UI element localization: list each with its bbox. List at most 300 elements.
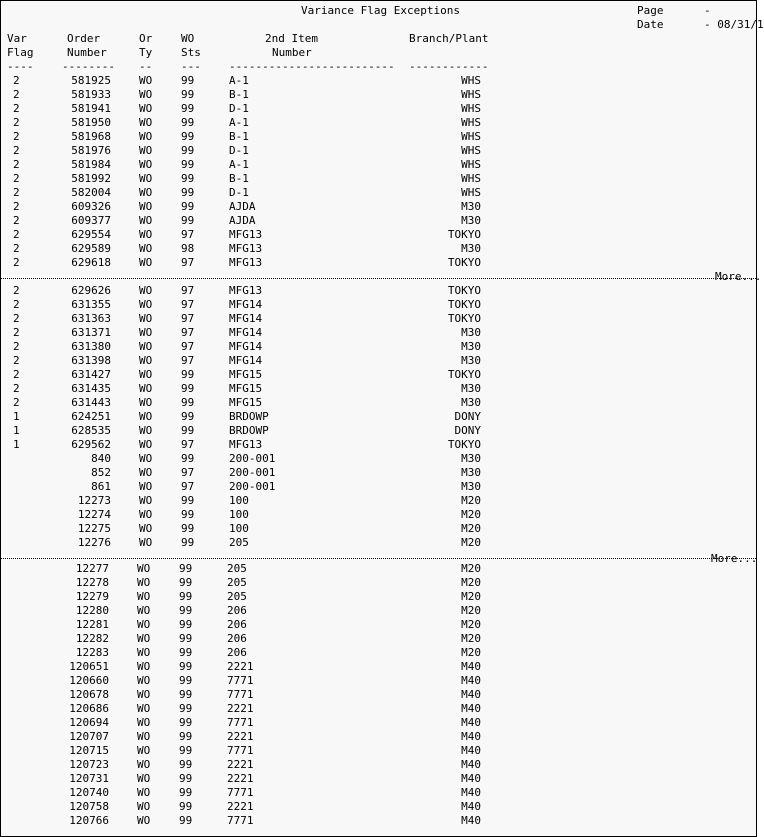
wo-status-cell: 98	[181, 242, 195, 255]
order-type-cell: WO	[139, 298, 153, 311]
order-type-cell: WO	[137, 576, 151, 589]
branch-plant-cell: TOKYO	[447, 284, 481, 297]
order-type-cell: WO	[137, 590, 151, 603]
wo-status-cell: 99	[181, 172, 195, 185]
branch-plant-cell: M30	[461, 200, 481, 213]
order-number-cell: 12276	[77, 536, 111, 549]
branch-plant-cell: M30	[461, 466, 481, 479]
order-type-cell: WO	[139, 396, 153, 409]
wo-status-cell: 99	[181, 102, 195, 115]
wo-status-cell: 97	[181, 480, 195, 493]
order-number-cell: 581992	[71, 172, 111, 185]
order-type-cell: WO	[139, 466, 153, 479]
order-number-cell: 120723	[69, 758, 109, 771]
col-type-1: Or	[139, 32, 153, 45]
wo-status-cell: 99	[179, 744, 193, 757]
branch-plant-cell: M30	[461, 242, 481, 255]
order-number-cell: 581984	[71, 158, 111, 171]
item-number-cell: A-1	[229, 116, 249, 129]
branch-plant-cell: M30	[461, 452, 481, 465]
wo-status-cell: 97	[181, 284, 195, 297]
item-number-cell: MFG13	[229, 228, 263, 241]
order-type-cell: WO	[139, 312, 153, 325]
wo-status-cell: 99	[181, 536, 195, 549]
more-link-2[interactable]: More...	[711, 552, 758, 565]
var-flag-cell: 2	[13, 368, 20, 381]
var-flag-cell: 2	[13, 312, 20, 325]
wo-status-cell: 99	[181, 158, 195, 171]
var-flag-cell: 2	[13, 200, 20, 213]
order-number-cell: 631380	[71, 340, 111, 353]
branch-plant-cell: M20	[461, 618, 481, 631]
wo-status-cell: 99	[181, 522, 195, 535]
wo-status-cell: 99	[179, 786, 193, 799]
col-wo-1: WO	[181, 32, 195, 45]
item-number-cell: D-1	[229, 102, 249, 115]
order-number-cell: 624251	[71, 410, 111, 423]
order-number-cell: 609377	[71, 214, 111, 227]
var-flag-cell: 2	[13, 284, 20, 297]
var-flag-cell: 2	[13, 340, 20, 353]
item-number-cell: 7771	[227, 786, 254, 799]
branch-plant-cell: M20	[461, 646, 481, 659]
var-flag-cell: 2	[13, 298, 20, 311]
branch-plant-cell: M40	[461, 772, 481, 785]
item-number-cell: AJDA	[229, 200, 256, 213]
order-number-cell: 631443	[71, 396, 111, 409]
wo-status-cell: 99	[181, 74, 195, 87]
order-type-cell: WO	[139, 284, 153, 297]
branch-plant-cell: M30	[461, 326, 481, 339]
order-type-cell: WO	[139, 144, 153, 157]
col-item-rule: -------------------------	[229, 60, 395, 73]
var-flag-cell: 2	[13, 102, 20, 115]
wo-status-cell: 99	[181, 214, 195, 227]
wo-status-cell: 97	[181, 340, 195, 353]
col-item-1: 2nd Item	[265, 32, 318, 45]
item-number-cell: 7771	[227, 744, 254, 757]
order-type-cell: WO	[139, 340, 153, 353]
order-type-cell: WO	[139, 116, 153, 129]
order-number-cell: 120651	[69, 660, 109, 673]
item-number-cell: 206	[227, 618, 247, 631]
order-number-cell: 581933	[71, 88, 111, 101]
branch-plant-cell: M30	[461, 382, 481, 395]
order-number-cell: 609326	[71, 200, 111, 213]
branch-plant-cell: WHS	[461, 130, 481, 143]
branch-plant-cell: TOKYO	[447, 368, 481, 381]
order-number-cell: 628535	[71, 424, 111, 437]
item-number-cell: 205	[227, 562, 247, 575]
order-number-cell: 120731	[69, 772, 109, 785]
col-order-1: Order	[67, 32, 101, 45]
item-number-cell: 2221	[227, 772, 254, 785]
order-type-cell: WO	[139, 88, 153, 101]
branch-plant-cell: M30	[461, 214, 481, 227]
item-number-cell: AJDA	[229, 214, 256, 227]
branch-plant-cell: M40	[461, 744, 481, 757]
branch-plant-cell: M40	[461, 674, 481, 687]
wo-status-cell: 99	[179, 604, 193, 617]
order-type-cell: WO	[137, 730, 151, 743]
wo-status-cell: 99	[181, 186, 195, 199]
wo-status-cell: 99	[179, 800, 193, 813]
item-number-cell: 200-001	[229, 452, 276, 465]
wo-status-cell: 99	[179, 660, 193, 673]
col-wo-2: Sts	[181, 46, 201, 59]
item-number-cell: 100	[229, 494, 249, 507]
branch-plant-cell: WHS	[461, 158, 481, 171]
branch-plant-cell: M40	[461, 786, 481, 799]
branch-plant-cell: TOKYO	[447, 438, 481, 451]
wo-status-cell: 99	[179, 674, 193, 687]
order-number-cell: 12279	[75, 590, 109, 603]
var-flag-cell: 1	[13, 424, 20, 437]
branch-plant-cell: DONY	[454, 410, 481, 423]
var-flag-cell: 2	[13, 88, 20, 101]
item-number-cell: 7771	[227, 674, 254, 687]
branch-plant-cell: M40	[461, 660, 481, 673]
item-number-cell: MFG13	[229, 438, 263, 451]
item-number-cell: 100	[229, 522, 249, 535]
item-number-cell: 200-001	[229, 466, 276, 479]
col-order-2: Number	[67, 46, 107, 59]
order-type-cell: WO	[137, 786, 151, 799]
order-number-cell: 12278	[75, 576, 109, 589]
wo-status-cell: 99	[179, 814, 193, 827]
order-number-cell: 631427	[71, 368, 111, 381]
branch-plant-cell: M40	[461, 716, 481, 729]
wo-status-cell: 99	[181, 452, 195, 465]
var-flag-cell: 2	[13, 242, 20, 255]
wo-status-cell: 97	[181, 438, 195, 451]
item-number-cell: 205	[227, 590, 247, 603]
item-number-cell: MFG14	[229, 298, 263, 311]
order-number-cell: 631398	[71, 354, 111, 367]
wo-status-cell: 97	[181, 354, 195, 367]
item-number-cell: 200-001	[229, 480, 276, 493]
order-number-cell: 852	[91, 466, 111, 479]
order-number-cell: 629618	[71, 256, 111, 269]
order-number-cell: 12277	[75, 562, 109, 575]
order-type-cell: WO	[139, 228, 153, 241]
order-type-cell: WO	[139, 536, 153, 549]
branch-plant-cell: M30	[461, 340, 481, 353]
order-number-cell: 581968	[71, 130, 111, 143]
order-type-cell: WO	[139, 214, 153, 227]
order-type-cell: WO	[139, 186, 153, 199]
var-flag-cell: 1	[13, 410, 20, 423]
order-number-cell: 12273	[77, 494, 111, 507]
order-number-cell: 12275	[77, 522, 111, 535]
order-number-cell: 120678	[69, 688, 109, 701]
page-separator-2	[1, 555, 756, 559]
item-number-cell: 2221	[227, 800, 254, 813]
var-flag-cell: 2	[13, 130, 20, 143]
order-type-cell: WO	[137, 772, 151, 785]
order-type-cell: WO	[137, 814, 151, 827]
branch-plant-cell: M20	[461, 508, 481, 521]
order-type-cell: WO	[137, 674, 151, 687]
branch-plant-cell: M40	[461, 758, 481, 771]
order-type-cell: WO	[137, 604, 151, 617]
order-type-cell: WO	[137, 702, 151, 715]
col-item-2: Number	[272, 46, 312, 59]
wo-status-cell: 97	[181, 256, 195, 269]
wo-status-cell: 99	[181, 396, 195, 409]
order-type-cell: WO	[139, 410, 153, 423]
order-type-cell: WO	[139, 368, 153, 381]
order-number-cell: 12281	[75, 618, 109, 631]
order-number-cell: 629554	[71, 228, 111, 241]
wo-status-cell: 99	[181, 382, 195, 395]
wo-status-cell: 97	[181, 466, 195, 479]
branch-plant-cell: WHS	[461, 116, 481, 129]
order-type-cell: WO	[137, 800, 151, 813]
order-number-cell: 12282	[75, 632, 109, 645]
order-number-cell: 629589	[71, 242, 111, 255]
order-number-cell: 631363	[71, 312, 111, 325]
order-type-cell: WO	[137, 716, 151, 729]
var-flag-cell: 2	[13, 172, 20, 185]
item-number-cell: 2221	[227, 660, 254, 673]
order-number-cell: 629626	[71, 284, 111, 297]
item-number-cell: MFG14	[229, 354, 263, 367]
item-number-cell: BRDOWP	[229, 410, 269, 423]
var-flag-cell: 2	[13, 74, 20, 87]
item-number-cell: MFG15	[229, 382, 263, 395]
item-number-cell: 205	[229, 536, 249, 549]
var-flag-cell: 1	[13, 438, 20, 451]
branch-plant-cell: TOKYO	[447, 298, 481, 311]
order-number-cell: 120758	[69, 800, 109, 813]
branch-plant-cell: M30	[461, 396, 481, 409]
item-number-cell: D-1	[229, 186, 249, 199]
branch-plant-cell: WHS	[461, 144, 481, 157]
order-type-cell: WO	[139, 130, 153, 143]
wo-status-cell: 97	[181, 312, 195, 325]
order-number-cell: 631371	[71, 326, 111, 339]
order-number-cell: 120694	[69, 716, 109, 729]
branch-plant-cell: M40	[461, 814, 481, 827]
order-number-cell: 581950	[71, 116, 111, 129]
var-flag-cell: 2	[13, 382, 20, 395]
branch-plant-cell: M20	[461, 522, 481, 535]
item-number-cell: D-1	[229, 144, 249, 157]
item-number-cell: MFG14	[229, 312, 263, 325]
order-type-cell: WO	[139, 172, 153, 185]
order-number-cell: 120707	[69, 730, 109, 743]
wo-status-cell: 99	[181, 88, 195, 101]
order-number-cell: 12283	[75, 646, 109, 659]
order-type-cell: WO	[137, 758, 151, 771]
col-wo-rule: ---	[181, 60, 201, 73]
var-flag-cell: 2	[13, 256, 20, 269]
col-var-flag-1: Var	[7, 32, 27, 45]
order-type-cell: WO	[137, 660, 151, 673]
order-number-cell: 120715	[69, 744, 109, 757]
order-type-cell: WO	[139, 382, 153, 395]
wo-status-cell: 99	[179, 590, 193, 603]
date-label: Date	[637, 18, 664, 31]
item-number-cell: BRDOWP	[229, 424, 269, 437]
item-number-cell: B-1	[229, 172, 249, 185]
wo-status-cell: 97	[181, 298, 195, 311]
wo-status-cell: 99	[181, 144, 195, 157]
order-type-cell: WO	[139, 242, 153, 255]
order-number-cell: 629562	[71, 438, 111, 451]
col-branch-rule: ------------	[409, 60, 489, 73]
order-type-cell: WO	[139, 158, 153, 171]
branch-plant-cell: M40	[461, 688, 481, 701]
var-flag-cell: 2	[13, 158, 20, 171]
order-type-cell: WO	[137, 688, 151, 701]
order-number-cell: 631435	[71, 382, 111, 395]
wo-status-cell: 97	[181, 228, 195, 241]
order-type-cell: WO	[139, 522, 153, 535]
wo-status-cell: 99	[179, 730, 193, 743]
branch-plant-cell: TOKYO	[447, 256, 481, 269]
order-number-cell: 120740	[69, 786, 109, 799]
var-flag-cell: 2	[13, 214, 20, 227]
wo-status-cell: 99	[181, 200, 195, 213]
order-type-cell: WO	[137, 618, 151, 631]
order-number-cell: 631355	[71, 298, 111, 311]
item-number-cell: MFG15	[229, 368, 263, 381]
item-number-cell: 7771	[227, 688, 254, 701]
page-label: Page	[637, 4, 664, 17]
item-number-cell: 7771	[227, 716, 254, 729]
order-type-cell: WO	[137, 562, 151, 575]
more-link-1[interactable]: More...	[715, 270, 762, 283]
wo-status-cell: 99	[181, 116, 195, 129]
col-order-rule: --------	[62, 60, 115, 73]
order-type-cell: WO	[139, 480, 153, 493]
var-flag-cell: 2	[13, 326, 20, 339]
branch-plant-cell: TOKYO	[447, 312, 481, 325]
item-number-cell: 2221	[227, 702, 254, 715]
item-number-cell: MFG13	[229, 284, 263, 297]
order-type-cell: WO	[137, 744, 151, 757]
order-type-cell: WO	[139, 256, 153, 269]
item-number-cell: 2221	[227, 730, 254, 743]
branch-plant-cell: M40	[461, 730, 481, 743]
order-number-cell: 120660	[69, 674, 109, 687]
order-number-cell: 581941	[71, 102, 111, 115]
report-title: Variance Flag Exceptions	[301, 4, 460, 17]
order-type-cell: WO	[139, 494, 153, 507]
branch-plant-cell: WHS	[461, 186, 481, 199]
order-type-cell: WO	[139, 74, 153, 87]
wo-status-cell: 99	[179, 758, 193, 771]
order-number-cell: 12280	[75, 604, 109, 617]
branch-plant-cell: M20	[461, 632, 481, 645]
item-number-cell: 205	[227, 576, 247, 589]
wo-status-cell: 99	[179, 618, 193, 631]
item-number-cell: B-1	[229, 88, 249, 101]
wo-status-cell: 99	[179, 688, 193, 701]
wo-status-cell: 99	[179, 562, 193, 575]
branch-plant-cell: WHS	[461, 88, 481, 101]
order-type-cell: WO	[139, 438, 153, 451]
item-number-cell: MFG14	[229, 326, 263, 339]
wo-status-cell: 99	[179, 716, 193, 729]
item-number-cell: MFG13	[229, 242, 263, 255]
item-number-cell: MFG15	[229, 396, 263, 409]
order-number-cell: 861	[91, 480, 111, 493]
order-number-cell: 840	[91, 452, 111, 465]
item-number-cell: 7771	[227, 814, 254, 827]
wo-status-cell: 99	[181, 410, 195, 423]
var-flag-cell: 2	[13, 228, 20, 241]
wo-status-cell: 99	[181, 494, 195, 507]
order-number-cell: 12274	[77, 508, 111, 521]
order-type-cell: WO	[139, 508, 153, 521]
order-type-cell: WO	[139, 354, 153, 367]
wo-status-cell: 99	[179, 772, 193, 785]
order-type-cell: WO	[139, 326, 153, 339]
date-value: - 08/31/1	[704, 18, 764, 31]
branch-plant-cell: M20	[461, 562, 481, 575]
wo-status-cell: 99	[179, 646, 193, 659]
branch-plant-cell: M20	[461, 604, 481, 617]
col-var-flag-rule: ----	[7, 60, 34, 73]
order-number-cell: 120686	[69, 702, 109, 715]
branch-plant-cell: M20	[461, 576, 481, 589]
wo-status-cell: 99	[181, 130, 195, 143]
order-number-cell: 581976	[71, 144, 111, 157]
branch-plant-cell: WHS	[461, 172, 481, 185]
wo-status-cell: 99	[179, 632, 193, 645]
var-flag-cell: 2	[13, 396, 20, 409]
branch-plant-cell: TOKYO	[447, 228, 481, 241]
col-type-2: Ty	[139, 46, 153, 59]
wo-status-cell: 97	[181, 326, 195, 339]
order-number-cell: 120766	[69, 814, 109, 827]
col-branch-1: Branch/Plant	[409, 32, 489, 45]
var-flag-cell: 2	[13, 116, 20, 129]
branch-plant-cell: M30	[461, 480, 481, 493]
var-flag-cell: 2	[13, 186, 20, 199]
order-type-cell: WO	[137, 646, 151, 659]
wo-status-cell: 99	[179, 576, 193, 589]
branch-plant-cell: M20	[461, 536, 481, 549]
order-type-cell: WO	[139, 102, 153, 115]
item-number-cell: A-1	[229, 158, 249, 171]
branch-plant-cell: DONY	[454, 424, 481, 437]
order-type-cell: WO	[137, 632, 151, 645]
order-type-cell: WO	[139, 200, 153, 213]
wo-status-cell: 99	[179, 702, 193, 715]
order-number-cell: 582004	[71, 186, 111, 199]
order-type-cell: WO	[139, 424, 153, 437]
branch-plant-cell: M20	[461, 494, 481, 507]
order-number-cell: 581925	[71, 74, 111, 87]
branch-plant-cell: M40	[461, 702, 481, 715]
branch-plant-cell: WHS	[461, 74, 481, 87]
page-separator-1	[1, 275, 756, 279]
col-type-rule: --	[139, 60, 153, 73]
col-var-flag-2: Flag	[7, 46, 34, 59]
var-flag-cell: 2	[13, 144, 20, 157]
var-flag-cell: 2	[13, 354, 20, 367]
page-value: -	[704, 4, 711, 17]
item-number-cell: 206	[227, 632, 247, 645]
wo-status-cell: 99	[181, 508, 195, 521]
branch-plant-cell: M20	[461, 590, 481, 603]
item-number-cell: 100	[229, 508, 249, 521]
item-number-cell: MFG13	[229, 256, 263, 269]
